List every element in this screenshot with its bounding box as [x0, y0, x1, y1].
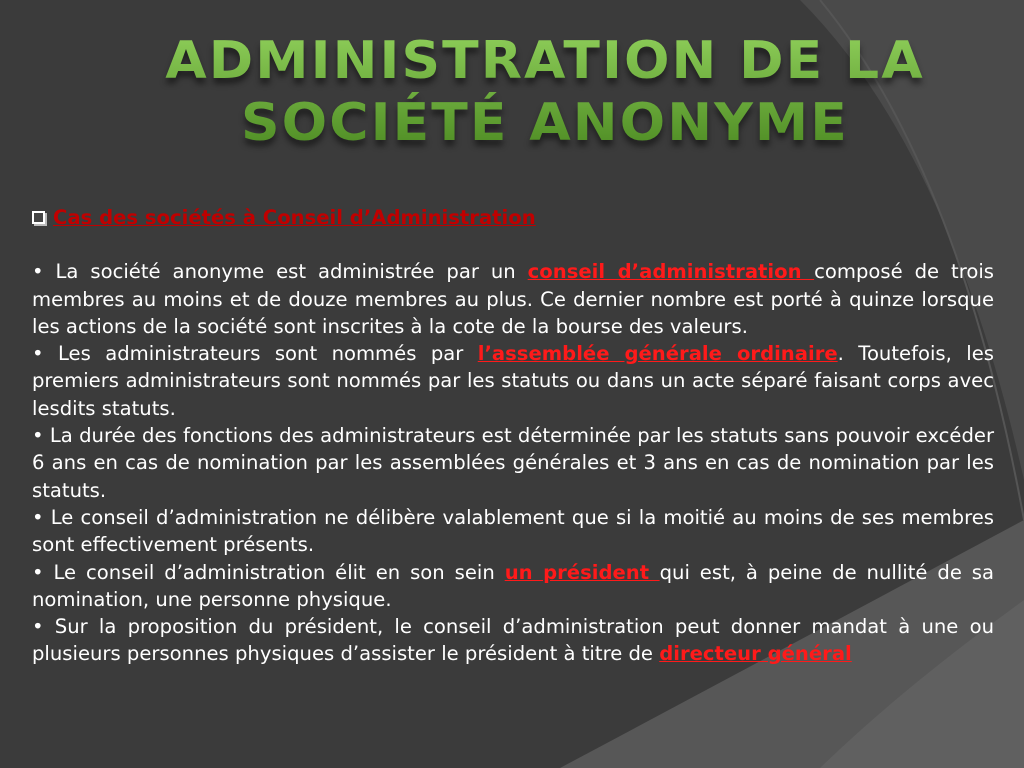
text: • Le conseil d’administration ne délibère valablement que si la moitié au moins de ses membres sont effectivement présents. — [32, 505, 994, 557]
text: . Toutefois, les premiers administrateurs sont nommés par les statuts ou dans un acte séparé faisant corps avec lesdits statuts. — [32, 342, 994, 420]
link-assemblee[interactable]: l’assemblée générale ordinaire — [477, 342, 838, 366]
link-president[interactable]: un président — [504, 560, 660, 584]
paragraph-2 — [32, 340, 994, 422]
text: • Le conseil d’administration élit en son sein — [32, 560, 505, 584]
text: • La durée des fonctions des administrateurs est déterminée par les statuts sans pouvoir excéder 6 ans en cas de nomination par les assemblées générales et 3 ans en cas de nomination par les statuts. — [32, 424, 994, 502]
link-conseil[interactable]: conseil d’administration — [527, 260, 815, 284]
paragraph-5 — [32, 559, 994, 614]
paragraph-4 — [32, 504, 994, 559]
heading-link[interactable]: Cas des sociétés à Conseil d’Administration — [53, 206, 536, 229]
text: composé de trois membres au moins et de douze membres au plus. Ce dernier nombre est porté à quinze lorsque les actions de la société sont inscrites à la cote de la bourse des valeurs. — [32, 260, 994, 338]
checkbox-bullet-icon — [32, 211, 45, 224]
slide-content — [32, 204, 994, 668]
text: • La société anonyme est administrée par un — [32, 260, 528, 284]
title-line-1: ADMINISTRATION DE LA — [165, 31, 925, 91]
paragraph-1 — [32, 258, 994, 340]
text: qui est, à peine de nullité de sa nomination, une personne physique. — [32, 560, 995, 611]
paragraph-3 — [32, 422, 994, 504]
section-heading — [32, 204, 994, 231]
slide-title — [128, 30, 962, 154]
paragraph-6 — [32, 613, 994, 668]
title-line-2: SOCIÉTÉ ANONYME — [241, 93, 849, 153]
text: • Les administrateurs sont nommés par — [32, 342, 478, 366]
text: • Sur la proposition du président, le conseil d’administration peut donner mandat à une ou plusieurs personnes physiques d’assister le président à titre de — [32, 615, 994, 666]
link-directeur[interactable]: directeur général — [659, 642, 852, 666]
